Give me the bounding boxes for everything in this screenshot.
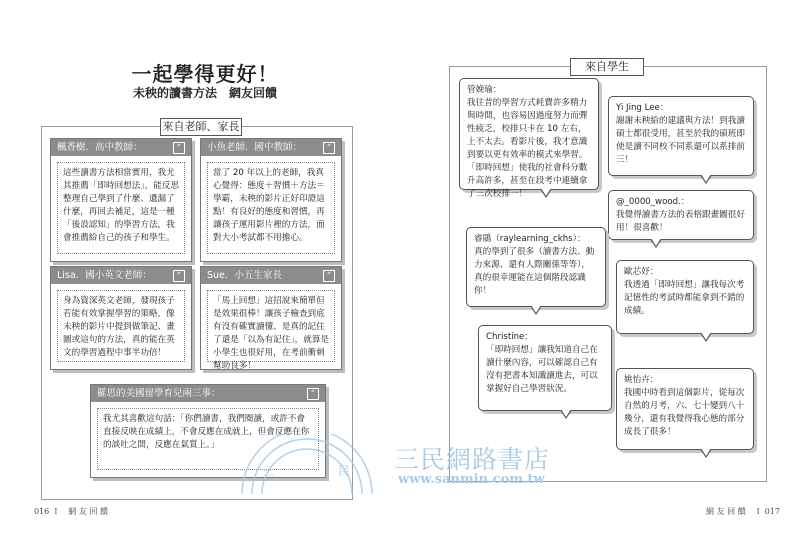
comment-author: Yi Jing Lee： [616, 103, 669, 113]
bubble-tail-fill [541, 188, 551, 196]
teacher-card [50, 266, 192, 370]
card-author: 羅思的美國留學育兒兩三事： “ [91, 385, 325, 402]
bubble-tail-fill [701, 174, 711, 182]
student-comment-bubble [616, 368, 754, 450]
quote-icon: “ [173, 142, 185, 154]
comment-text: 我透過「即時回想」讓我每次考記憶性的考試時都能拿到不錯的成績。 [624, 280, 745, 316]
comment-author: 睿鵑（raylearning_ckhs）： [474, 234, 586, 244]
footer-label: 網 友 回 饋 [68, 507, 109, 516]
right-footer [660, 506, 780, 517]
teacher-section-label: 來自老師、家長 [160, 118, 242, 136]
student-comment-bubble [466, 227, 606, 307]
comment-author: 管娩瑜： [467, 85, 502, 95]
comment-text: 我覺得讀書方法的表格跟畫圖很好用！很喜歡！ [616, 210, 745, 233]
watermark-url: www.sanmin.com.tw [398, 472, 545, 487]
quote-icon: “ [323, 142, 335, 154]
card-text: 我尤其喜歡這句話：「你們讀書，我們閱讀，或許不會直接反映在成績上，不會反應在成就上，但會反應在你的談吐之間，反應在氣質上。」 [97, 408, 319, 470]
footer-separator: Ｉ [51, 507, 60, 516]
comment-author: 姚怡卉： [624, 375, 659, 385]
page-subtitle: 未秧的讀書方法 網友回饋 [132, 86, 277, 100]
card-author: Lisa．國小英文老師： “ [51, 267, 191, 284]
student-section-label: 來自學生 [570, 58, 644, 76]
comment-text: 謝謝未秧給的建議與方法！到我讀碩士都很受用，甚至於我的碩班即使是讀不同校不同系還可以系排前三！ [616, 116, 745, 165]
bubble-tail-fill [651, 238, 661, 246]
footer-separator: Ｉ [754, 507, 763, 516]
page-number: 016 [34, 507, 50, 516]
comment-text: 「即時回想」讓我知道自己在讀什麼內容，可以確認自己有沒有把書本知識讀進去，可以掌握好自己學習狀況。 [486, 345, 598, 394]
teacher-card [50, 138, 192, 262]
card-author: 楓香樹．高中教師： “ [51, 139, 191, 156]
card-text: 當了 20 年以上的老師，我真心覺得：態度＋習慣＋方法＝學霸，未秧的影片正好印證這點！有良好的態度和習慣，再讓孩子運用影片裡的方法，面對大小考試都不用擔心。 [207, 162, 335, 254]
card-author: 小魚老師．國中教師： “ [201, 139, 341, 156]
bubble-tail-fill [531, 305, 541, 313]
teacher-card [200, 266, 342, 370]
student-comment-bubble [616, 260, 754, 334]
footer-label: 網 友 回 饋 [705, 507, 746, 516]
student-comment-bubble [478, 325, 612, 411]
quote-icon: “ [173, 270, 185, 282]
card-text: 「馬上回想」這招說來簡單但是效果很棒！讓孩子檢查到底有沒有確實讀懂、是真的記住了還是「以為有記住」，就算是小學生也很好用，在考前衝刺幫助良多！ [207, 290, 335, 362]
comment-author: @_0000_wood.： [616, 197, 690, 207]
page-number: 017 [764, 507, 780, 516]
watermark-logo [232, 434, 382, 496]
comment-author: Christine： [486, 332, 533, 342]
bubble-tail-fill [561, 409, 571, 417]
watermark-logo-char: 三 [262, 464, 275, 478]
comment-text: 我往昔的學習方式耗費許多精力與時間，也容易因過度努力而彈性疲乏，校排只卡在 10 左右，上不太去。看影片後，我才意識到要以更有效率的模式來學習。「即時回想」使我的社會科分數升高許多，甚至在段考中連續拿了三次校排一！ [467, 98, 588, 199]
watermark-name: 三民網路書店 [394, 445, 551, 474]
watermark-logo-char: 民 [338, 464, 351, 478]
card-text: 這些讀書方法相當實用，我尤其推薦「即時回想法」，能反思整理自己學到了什麼、遺漏了什麼，再回去補足，這是一種「後設認知」的學習方法，我會推薦給自己的孩子和學生。 [57, 162, 185, 254]
quote-icon: “ [323, 270, 335, 282]
quote-icon: “ [307, 388, 319, 400]
left-footer [34, 506, 154, 517]
card-text: 身為資深英文老師，發現孩子若能有效掌握學習的策略，像未秧的影片中提到做筆記、畫圖或這句的方法，真的能在英文的學習過程中事半功倍！ [57, 290, 185, 362]
student-comment-bubble [608, 190, 754, 240]
page-title: 一起學得更好！ [131, 62, 279, 86]
bubble-tail-fill [701, 448, 711, 456]
card-author: Sue．小五生家長 “ [201, 267, 341, 284]
teacher-card [200, 138, 342, 262]
student-comment-bubble [608, 96, 754, 176]
comment-text: 真的學到了很多（讀書方法、動力來源、還有人際關係等等），真的很幸運能在這個階段認識你！ [474, 247, 595, 296]
comment-text: 我國中時看到這個影片，從每次自然的月考，六、七十變到八十幾分，還有我覺得我心態的部分成長了很多！ [624, 388, 745, 437]
student-comment-bubble [459, 78, 599, 199]
comment-author: 歐芯妤： [624, 267, 659, 277]
bubble-tail-fill [701, 332, 711, 340]
